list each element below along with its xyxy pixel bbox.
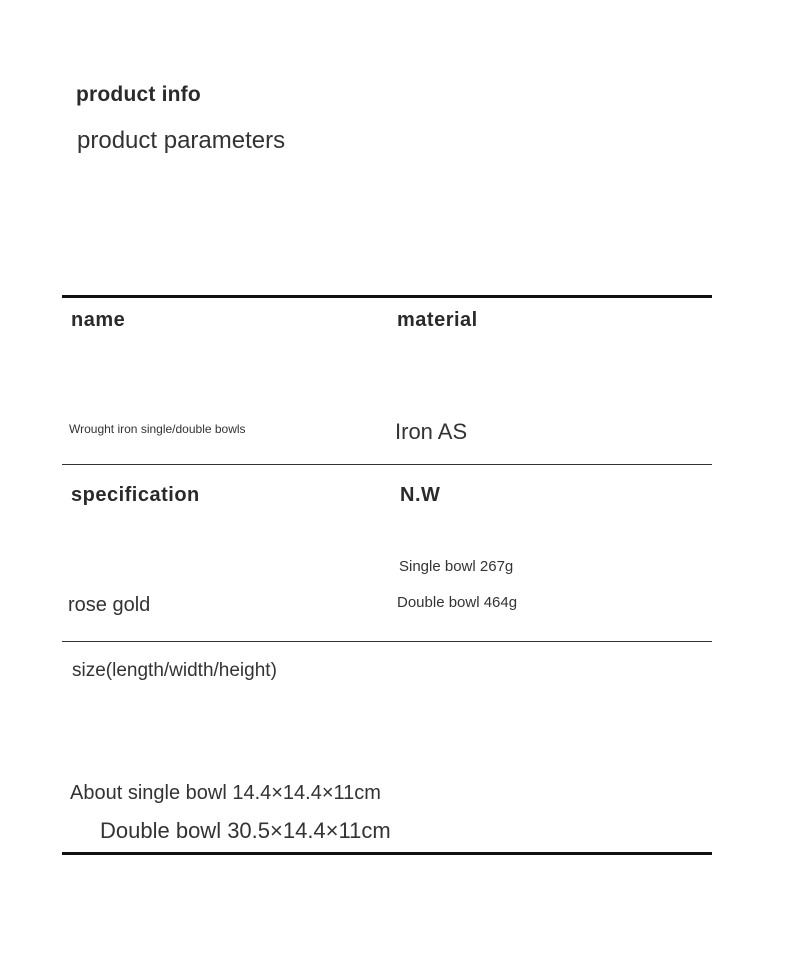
name-value: Wrought iron single/double bowls	[69, 422, 246, 436]
net-weight-double: Double bowl 464g	[397, 594, 518, 611]
material-value: Iron AS	[395, 419, 468, 444]
size-single: About single bowl 14.4×14.4×11cm	[70, 782, 381, 804]
row-divider-1	[62, 464, 712, 465]
table-bottom-rule	[62, 852, 712, 855]
name-label: name	[71, 309, 126, 331]
size-double: Double bowl 30.5×14.4×11cm	[100, 818, 391, 843]
section-subtitle: product parameters	[77, 127, 286, 154]
table-top-rule	[62, 295, 712, 298]
size-label: size(length/width/height)	[72, 660, 277, 681]
row-divider-2	[62, 641, 712, 642]
specification-value: rose gold	[68, 594, 151, 616]
section-title: product info	[76, 83, 201, 106]
net-weight-label: N.W	[400, 484, 441, 506]
specification-label: specification	[71, 484, 200, 506]
material-label: material	[397, 309, 478, 331]
net-weight-single: Single bowl 267g	[399, 558, 514, 575]
